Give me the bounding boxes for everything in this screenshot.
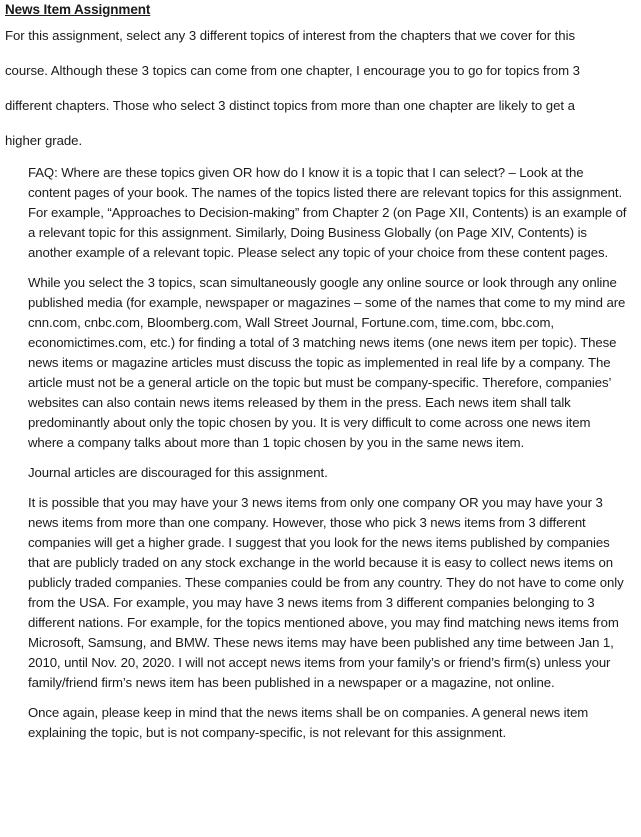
document-title: News Item Assignment bbox=[5, 2, 151, 17]
document-page bbox=[0, 1, 641, 837]
journal-note-paragraph: Journal articles are discouraged for this assignment. bbox=[28, 465, 328, 480]
company-guidance-paragraph: It is possible that you may have your 3 news items from only one company OR you may have your 3 news items from more than one company. However, those who pick 3 news items from 3 different companies will get a higher grade. I suggest that you look for the news items published by companies that are publicly traded on any stock exchange in the world because it is easy to collect news items on publicly traded companies. These companies could be from any country. They do not have to come only from the USA. For example, you may have 3 news items from 3 different companies belonging to 3 different nations. For example, for the topics mentioned above, you may find matching news items from Microsoft, Samsung, and BMW. These news items may have been published any time between Jan 1, 2010, until Nov. 20, 2020. I will not accept news items from your family’s or friend’s firm(s) unless your family/friend firm’s news item has been published in a newspaper or a magazine, not online. bbox=[28, 495, 624, 690]
faq-paragraph: FAQ: Where are these topics given OR how do I know it is a topic that I can select? – Look at the content pages of your book. The names of the topics listed there are relevant topics for this assignment. For example, “Approaches to Decision-making” from Chapter 2 (on Page XII, Contents) is an example of a relevant topic for this assignment. Similarly, Doing Business Globally (on Page XIV, Contents) is another example of a relevant topic. Please select any topic of your choice from these content pages. bbox=[28, 165, 627, 260]
indented-section bbox=[28, 163, 628, 743]
intro-paragraph: For this assignment, select any 3 different topics of interest from the chapters that we cover for this course. Although these 3 topics can come from one chapter, I encourage you to go for topics from 3 different chapters. Those who select 3 distinct topics from more than one chapter are likely to get a higher grade. bbox=[5, 28, 580, 148]
topic-selection-paragraph: While you select the 3 topics, scan simultaneously google any online source or look through any online published media (for example, newspaper or magazines – some of the names that come to my mind are cnn.com, cnbc.com, Bloomberg.com, Wall Street Journal, Fortune.com, time.com, bbc.com, economictimes.com, etc.) for finding a total of 3 matching news items (one news item per topic). These news items or magazine articles must discuss the topic as implemented in real life by a company. The article must not be a general article on the topic but must be company-specific. Therefore, companies’ websites can also contain news items released by them in the press. Each news item shall talk predominantly about only the topic chosen by you. It is very difficult to come across one news item where a company talks about more than 1 topic chosen by you in the same news item. bbox=[28, 275, 626, 450]
reminder-paragraph: Once again, please keep in mind that the news items shall be on companies. A general news item explaining the topic, but is not company-specific, is not relevant for this assignment. bbox=[28, 705, 589, 740]
